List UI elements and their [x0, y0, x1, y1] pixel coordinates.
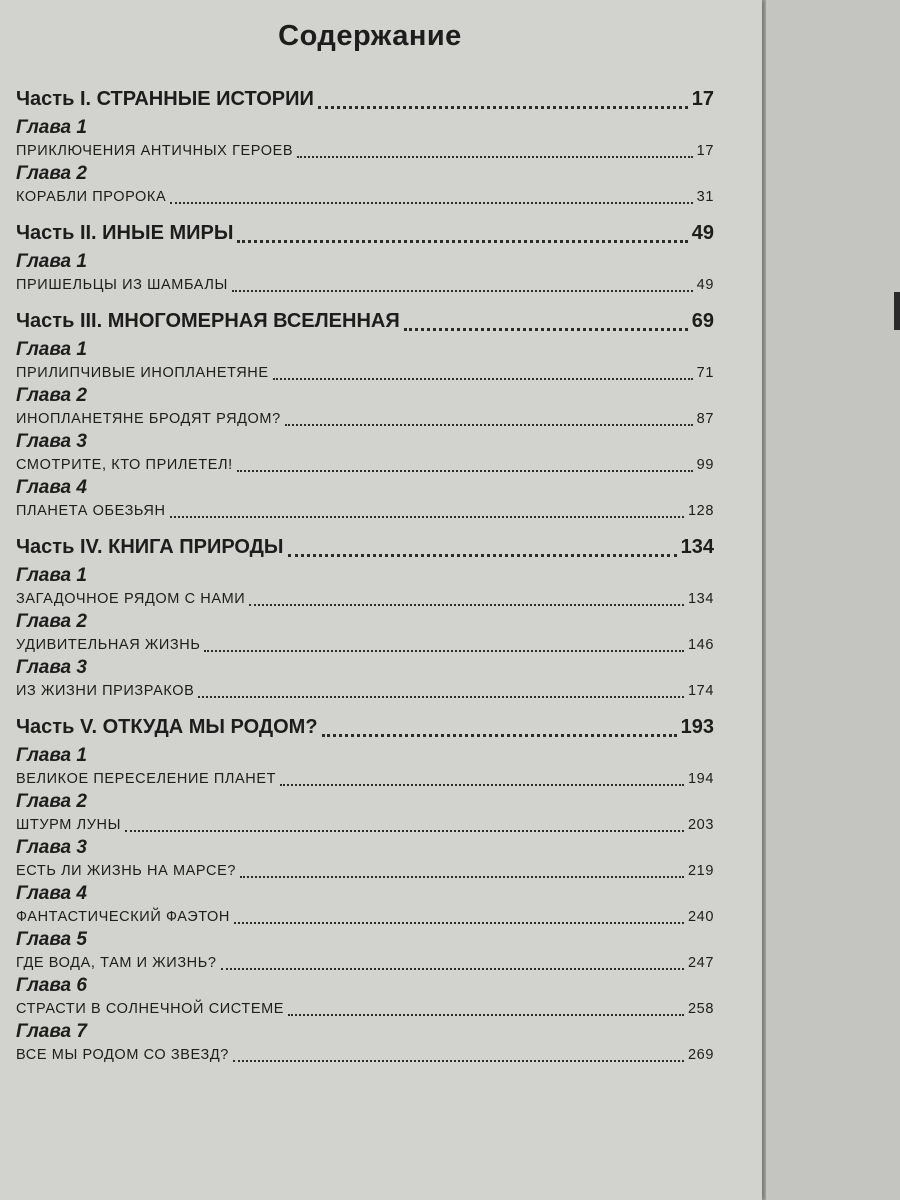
- chapter-page-number: 194: [688, 771, 714, 787]
- chapter-title: ПЛАНЕТА ОБЕЗЬЯН: [16, 503, 166, 519]
- dot-leader: [297, 155, 692, 158]
- chapter-label: Глава 1: [16, 565, 87, 586]
- part-page-number: 49: [691, 222, 714, 244]
- chapter-page-number: 219: [688, 863, 714, 879]
- part-page-number: 17: [691, 88, 714, 110]
- toc-chapter-entry: [16, 588, 714, 610]
- chapter-title: ПРИШЕЛЬЦЫ ИЗ ШАМБАЛЫ: [16, 277, 228, 293]
- chapter-title: ИНОПЛАНЕТЯНЕ БРОДЯТ РЯДОМ?: [16, 411, 281, 427]
- toc-chapter-entry: [16, 768, 714, 790]
- toc-chapter-entry: [16, 186, 714, 208]
- toc-chapter-entry: [16, 814, 714, 836]
- chapter-label: Глава 1: [16, 339, 87, 360]
- chapter-title: ПРИКЛЮЧЕНИЯ АНТИЧНЫХ ГЕРОЕВ: [16, 143, 294, 159]
- chapter-title: СТРАСТИ В СОЛНЕЧНОЙ СИСТЕМЕ: [16, 1001, 285, 1017]
- toc-chapter-entry: [16, 454, 714, 476]
- chapter-label: Глава 4: [16, 883, 87, 904]
- dot-leader: [280, 783, 684, 786]
- toc-chapter-entry: [16, 500, 714, 522]
- part-page-number: 134: [680, 536, 714, 558]
- chapter-title: ВЕЛИКОЕ ПЕРЕСЕЛЕНИЕ ПЛАНЕТ: [16, 771, 277, 787]
- chapter-label: Глава 4: [16, 477, 87, 498]
- toc-part-entry: [16, 310, 714, 338]
- dot-leader: [288, 553, 677, 557]
- toc-chapter-entry: [16, 634, 714, 656]
- chapter-label: Глава 2: [16, 611, 87, 632]
- toc-chapter-entry: [16, 998, 714, 1020]
- dot-leader: [125, 829, 684, 832]
- chapter-page-number: 174: [688, 683, 714, 699]
- chapter-title: СМОТРИТЕ, КТО ПРИЛЕТЕЛ!: [16, 457, 233, 473]
- toc-part-entry: [16, 222, 714, 250]
- dot-leader: [318, 105, 688, 109]
- chapter-title: ЕСТЬ ЛИ ЖИЗНЬ НА МАРСЕ?: [16, 863, 237, 879]
- chapter-title: КОРАБЛИ ПРОРОКА: [16, 189, 167, 205]
- chapter-label: Глава 1: [16, 117, 87, 138]
- chapter-label: Глава 6: [16, 975, 87, 996]
- chapter-label: Глава 3: [16, 657, 87, 678]
- dot-leader: [170, 201, 692, 204]
- dot-leader: [285, 423, 693, 426]
- chapter-page-number: 99: [696, 457, 714, 473]
- chapter-label: Глава 3: [16, 837, 87, 858]
- chapter-page-number: 49: [696, 277, 714, 293]
- dot-leader: [288, 1013, 684, 1016]
- dot-leader: [249, 603, 684, 606]
- part-title: Часть II. ИНЫЕ МИРЫ: [16, 222, 234, 244]
- chapter-page-number: 203: [688, 817, 714, 833]
- page-title: Содержание: [278, 20, 462, 52]
- chapter-page-number: 146: [688, 637, 714, 653]
- toc-chapter-entry: [16, 680, 714, 702]
- part-page-number: 193: [680, 716, 714, 738]
- chapter-label: Глава 1: [16, 251, 87, 272]
- dot-leader: [170, 515, 684, 518]
- chapter-page-number: 87: [696, 411, 714, 427]
- chapter-page-number: 128: [688, 503, 714, 519]
- part-title: Часть IV. КНИГА ПРИРОДЫ: [16, 536, 284, 558]
- dot-leader: [273, 377, 693, 380]
- chapter-title: ЗАГАДОЧНОЕ РЯДОМ С НАМИ: [16, 591, 246, 607]
- chapter-title: ГДЕ ВОДА, ТАМ И ЖИЗНЬ?: [16, 955, 217, 971]
- part-title: Часть III. МНОГОМЕРНАЯ ВСЕЛЕННАЯ: [16, 310, 400, 332]
- chapter-page-number: 247: [688, 955, 714, 971]
- chapter-page-number: 240: [688, 909, 714, 925]
- chapter-label: Глава 5: [16, 929, 87, 950]
- chapter-page-number: 258: [688, 1001, 714, 1017]
- toc-chapter-entry: [16, 1044, 714, 1066]
- chapter-title: УДИВИТЕЛЬНАЯ ЖИЗНЬ: [16, 637, 201, 653]
- dot-leader: [204, 649, 684, 652]
- chapter-page-number: 134: [688, 591, 714, 607]
- chapter-label: Глава 2: [16, 385, 87, 406]
- chapter-label: Глава 2: [16, 163, 87, 184]
- dot-leader: [233, 1059, 684, 1062]
- toc-chapter-entry: [16, 906, 714, 928]
- chapter-title: ИЗ ЖИЗНИ ПРИЗРАКОВ: [16, 683, 195, 699]
- page-edge-mark: [894, 292, 900, 330]
- chapter-page-number: 71: [696, 365, 714, 381]
- dot-leader: [198, 695, 684, 698]
- dot-leader: [237, 469, 693, 472]
- chapter-label: Глава 2: [16, 791, 87, 812]
- chapter-title: ШТУРМ ЛУНЫ: [16, 817, 122, 833]
- chapter-title: ВСЕ МЫ РОДОМ СО ЗВЕЗД?: [16, 1047, 229, 1063]
- chapter-label: Глава 1: [16, 745, 87, 766]
- chapter-page-number: 31: [696, 189, 714, 205]
- part-page-number: 69: [691, 310, 714, 332]
- chapter-title: ПРИЛИПЧИВЫЕ ИНОПЛАНЕТЯНЕ: [16, 365, 269, 381]
- chapter-page-number: 17: [696, 143, 714, 159]
- part-title: Часть I. СТРАННЫЕ ИСТОРИИ: [16, 88, 314, 110]
- toc-part-entry: [16, 716, 714, 744]
- chapter-title: ФАНТАСТИЧЕСКИЙ ФАЭТОН: [16, 909, 231, 925]
- dot-leader: [237, 239, 687, 243]
- toc-chapter-entry: [16, 952, 714, 974]
- toc-chapter-entry: [16, 140, 714, 162]
- toc-chapter-entry: [16, 362, 714, 384]
- dot-leader: [221, 967, 684, 970]
- table-of-contents: [16, 88, 714, 1066]
- toc-chapter-entry: [16, 860, 714, 882]
- chapter-label: Глава 7: [16, 1021, 87, 1042]
- chapter-page-number: 269: [688, 1047, 714, 1063]
- toc-chapter-entry: [16, 274, 714, 296]
- toc-part-entry: [16, 88, 714, 116]
- toc-chapter-entry: [16, 408, 714, 430]
- dot-leader: [232, 289, 693, 292]
- dot-leader: [322, 733, 677, 737]
- toc-part-entry: [16, 536, 714, 564]
- chapter-label: Глава 3: [16, 431, 87, 452]
- part-title: Часть V. ОТКУДА МЫ РОДОМ?: [16, 716, 318, 738]
- facing-page: [766, 0, 900, 1200]
- dot-leader: [234, 921, 684, 924]
- dot-leader: [240, 875, 684, 878]
- dot-leader: [404, 327, 688, 331]
